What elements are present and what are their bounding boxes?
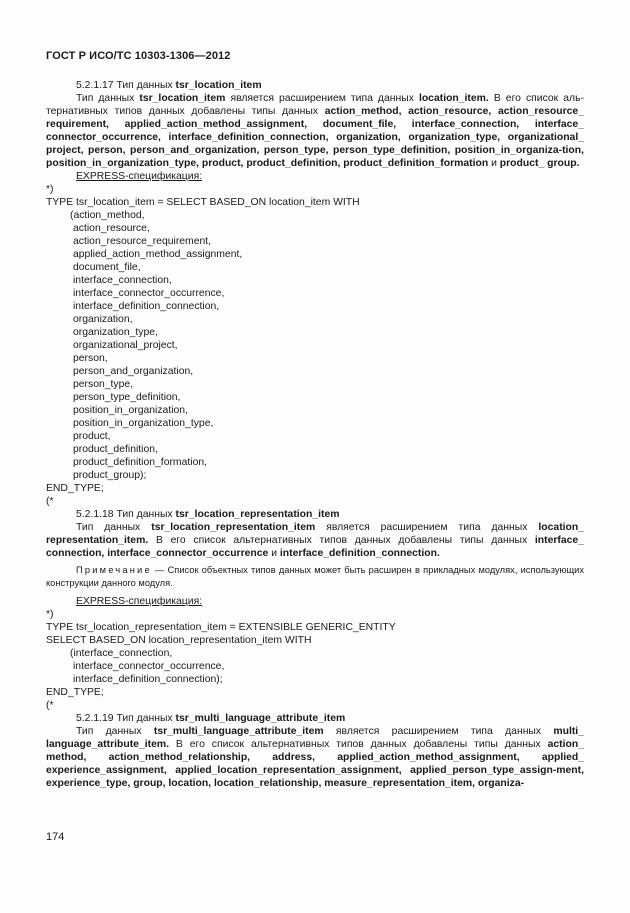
section-heading-5-2-1-18 [46, 508, 584, 521]
end-type: END_TYPE; [46, 687, 104, 698]
select-item: interface_connection, [73, 275, 172, 286]
type-name: tsr_location_representation_item [151, 522, 316, 533]
type-name: tsr_multi_language_attribute_item [153, 726, 324, 737]
select-item: organization, [73, 314, 133, 325]
section-paragraph [46, 725, 584, 790]
paragraph-text: является расширением типа данных [335, 726, 542, 737]
paragraph-text: и [491, 158, 497, 169]
section-type-name: tsr_location_item [175, 80, 262, 91]
paragraph-text: В его список альтернативных типов данных добавлены типы данных [155, 535, 528, 546]
select-item: product_group); [73, 470, 147, 481]
select-item: interface_connector_occurrence, [73, 661, 225, 672]
select-item: position_in_organization, [73, 405, 188, 416]
section-type-name: tsr_location_representation_item [175, 509, 340, 520]
type-name: tsr_location_item [139, 93, 226, 104]
comment-open: *) [46, 184, 54, 195]
select-item: person_type, [73, 379, 134, 390]
select-item: applied_action_method_assignment, [73, 249, 243, 260]
section-paragraph [46, 92, 584, 170]
comment-open: *) [46, 609, 54, 620]
select-item: product_definition, [73, 444, 158, 455]
paragraph-text: В его список аль-тернативных типов данных добавлены типы данных [46, 93, 584, 117]
end-type: END_TYPE; [46, 483, 104, 494]
select-item: person, [73, 353, 108, 364]
express-label-text: EXPRESS-спецификация: [76, 171, 203, 182]
paragraph-text: является расширением типа данных [230, 93, 414, 104]
select-item: interface_connector_occurrence, [73, 288, 225, 299]
page-number: 174 [46, 831, 65, 843]
note-text: — Список объектных типов данных может быть расширен в прикладных модулях, использующих конструкции данного модуля. [46, 565, 584, 588]
paragraph-text: является расширением типа данных [326, 522, 528, 533]
base-type-name: multi_ language_attribute_item. [46, 726, 584, 750]
select-item: person_type_definition, [73, 392, 181, 403]
paragraph-text: Тип данных [76, 522, 141, 533]
comment-close: (* [46, 700, 54, 711]
select-item: document_file, [73, 262, 141, 273]
section-paragraph [46, 521, 584, 560]
document-header: ГОСТ Р ИСО/ТС 10303-1306—2012 [46, 50, 231, 62]
paragraph-text: Тип данных [76, 93, 135, 104]
select-item: organizational_project, [73, 340, 178, 351]
paragraph-text: Тип данных [76, 726, 142, 737]
type-declaration: TYPE tsr_location_representation_item = EXTENSIBLE GENERIC_ENTITY [46, 622, 396, 633]
express-label-text: EXPRESS-спецификация: [76, 596, 203, 607]
comment-close: (* [46, 496, 54, 507]
type-name: interface_definition_connection. [279, 548, 440, 559]
select-item: interface_definition_connection); [73, 674, 223, 685]
type-name: product_ group. [499, 158, 580, 169]
section-type-name: tsr_multi_language_attribute_item [175, 713, 346, 724]
select-declaration: SELECT BASED_ON location_representation_item WITH [46, 635, 312, 646]
select-item: person_and_organization, [73, 366, 194, 377]
section-heading-5-2-1-19 [46, 712, 584, 725]
type-list: action_method, action_resource, action_resource_ requirement, applied_action_method_assignment, document_file, interface_connection, interface_ connector_occurrence, interface_definition_connection, organization, organization_type, organizational_ project, person, person_and_organization, person_type, person_type_definition, position_in_organiza-tion, position_in_organization_type, product, product_definition, product_definition_formation [46, 106, 584, 169]
select-item: organization_type, [73, 327, 158, 338]
section-heading-5-2-1-17 [46, 79, 584, 92]
select-item: interface_definition_connection, [73, 301, 220, 312]
express-label [46, 170, 584, 183]
select-item: (interface_connection, [70, 648, 173, 659]
section-number: 5.2.1.17 Тип данных [76, 80, 173, 91]
paragraph-text: В его список альтернативных типов данных добавлены типы данных [175, 739, 541, 750]
express-label [46, 595, 584, 608]
type-list: interface_ connection, interface_connector_occurrence [46, 535, 584, 559]
base-type-name: location_item. [418, 93, 489, 104]
section-number: 5.2.1.18 Тип данных [76, 509, 173, 520]
note [46, 564, 584, 590]
select-item: (action_method, [70, 210, 145, 221]
select-item: product, [73, 431, 111, 442]
type-declaration: TYPE tsr_location_item = SELECT BASED_ON location_item WITH [46, 197, 360, 208]
document-body [46, 79, 584, 790]
type-list: action_ method, action_method_relationship, address, applied_action_method_assignment, applied_ experience_assignment, applied_location_representation_assignment, applied_person_type_assign-ment, experience_type, group, location, location_relationship, measure_representation_item, organiza- [46, 739, 585, 789]
base-type-name: location_ representation_item. [46, 522, 585, 546]
select-item: action_resource_requirement, [73, 236, 212, 247]
select-item: action_resource, [73, 223, 150, 234]
note-label: Примечание [76, 565, 152, 575]
select-item: position_in_organization_type, [73, 418, 214, 429]
select-item: product_definition_formation, [73, 457, 208, 468]
section-number: 5.2.1.19 Тип данных [76, 713, 173, 724]
paragraph-text: и [271, 548, 278, 559]
